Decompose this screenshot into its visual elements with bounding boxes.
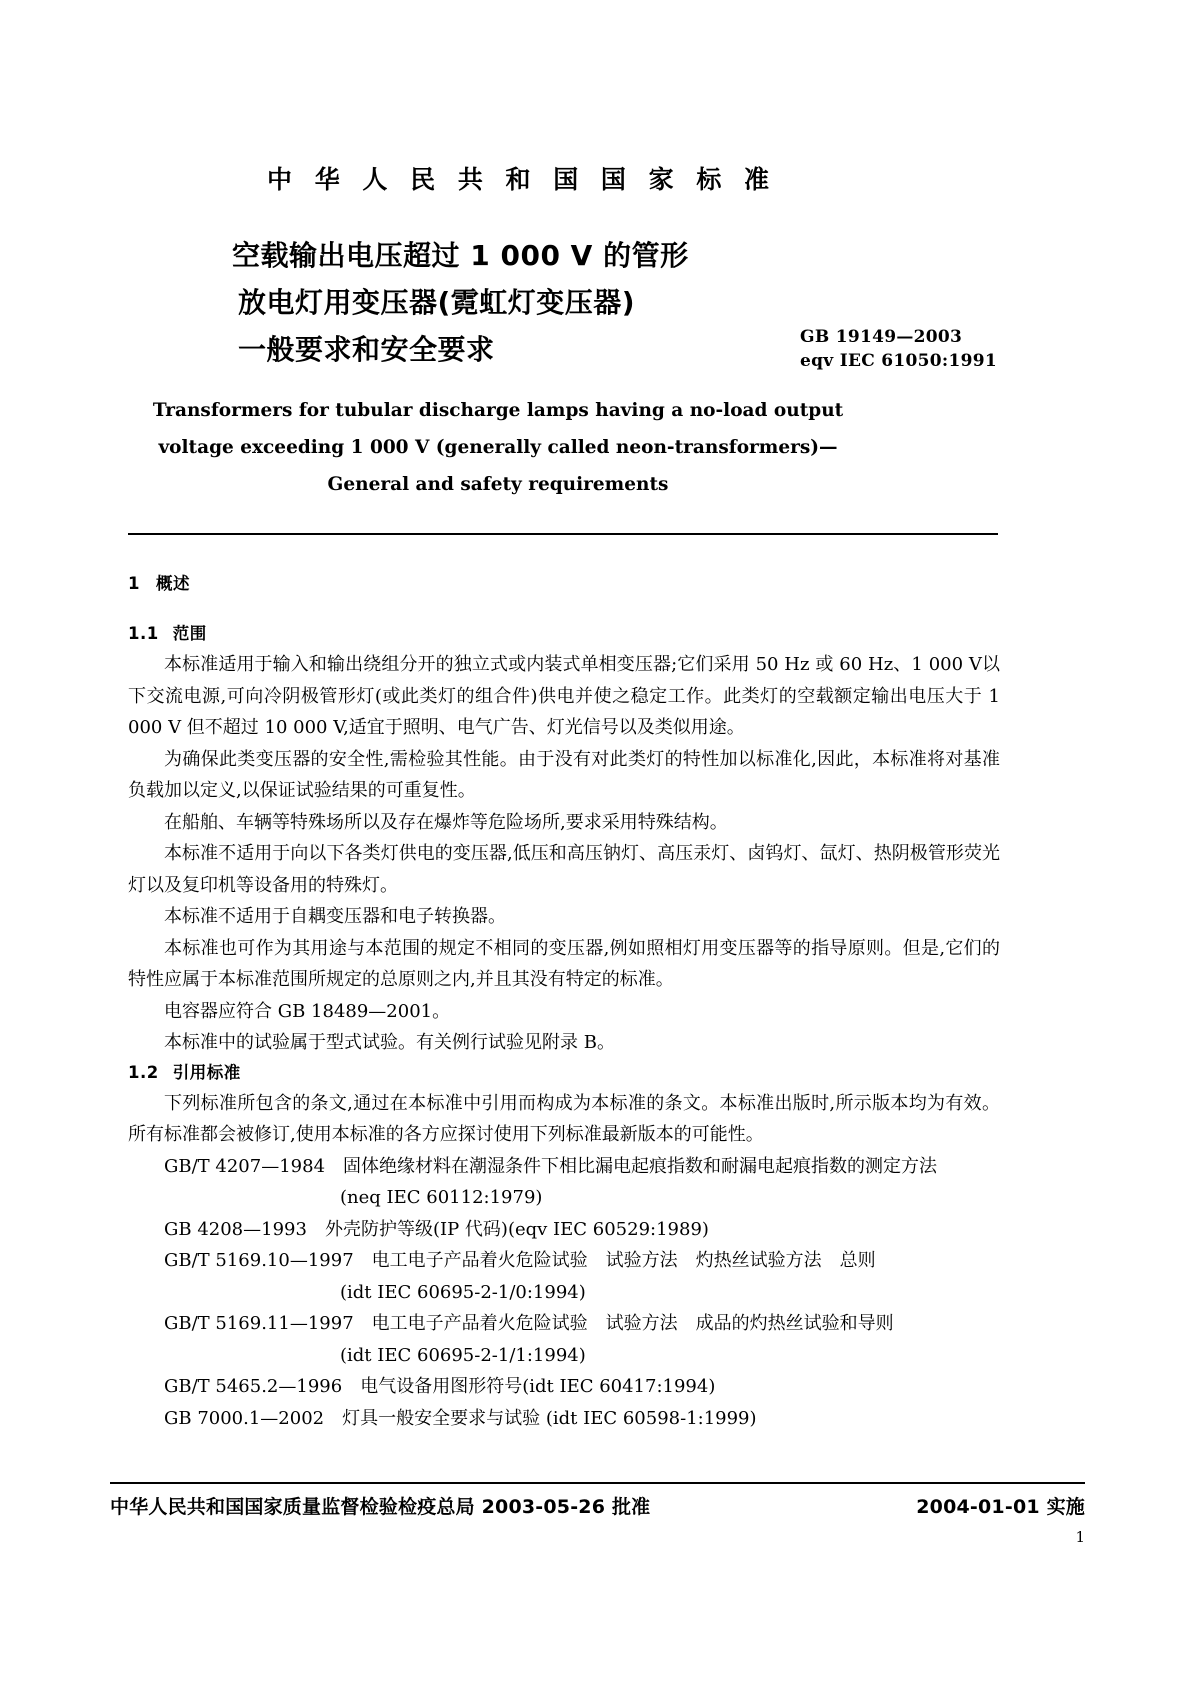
reference-equivalence: (neq IEC 60112:1979)	[340, 1187, 543, 1208]
header-divider	[128, 533, 998, 535]
reference-item	[164, 1371, 1000, 1403]
reference-title: 电工电子产品着火危险试验 试验方法 成品的灼热丝试验和导则	[371, 1313, 894, 1334]
section-1-1-number: 1.1	[128, 624, 159, 643]
reference-title: 固体绝缘材料在潮湿条件下相比漏电起痕指数和耐漏电起痕指数的测定方法	[343, 1155, 938, 1177]
cn-title-line-2: 放电灯用变压器(霓虹灯变压器)	[238, 286, 636, 319]
paragraph-refs-intro: 下列标准所包含的条文,通过在本标准中引用而构成为本标准的条文。本标准出版时,所示版本均为有效。所有标准都会被修订,使用本标准的各方应探讨使用下列标准最新版本的可能性。	[128, 1092, 1000, 1145]
standard-code-block	[800, 325, 1060, 373]
reference-code: GB 4208—1993	[164, 1218, 307, 1240]
en-title-line-2: voltage exceeding 1 000 V (generally called neon-transformers)—	[158, 437, 838, 458]
paragraph-scope-8: 本标准中的试验属于型式试验。有关例行试验见附录 B。	[164, 1032, 615, 1053]
national-standard-label: 中 华 人 民 共 和 国 国 家 标 准	[267, 165, 777, 194]
reference-code: GB/T 5169.11—1997	[164, 1313, 354, 1334]
standard-equivalence: eqv IEC 61050:1991	[800, 351, 997, 371]
en-title-line-1: Transformers for tubular discharge lamps having a no-load output	[152, 400, 844, 421]
reference-item	[164, 1245, 1000, 1277]
reference-equivalence: (idt IEC 60695-2-1/1:1994)	[340, 1344, 586, 1366]
reference-title: 电工电子产品着火危险试验 试验方法 灼热丝试验方法 总则	[371, 1250, 876, 1271]
reference-title: 外壳防护等级(IP 代码)(eqv IEC 60529:1989)	[324, 1218, 709, 1240]
reference-item	[164, 1151, 1000, 1183]
page-number: 1	[1075, 1528, 1085, 1546]
paragraph-scope-1: 本标准适用于输入和输出绕组分开的独立式或内装式单相变压器;它们采用 50 Hz 或 60 Hz、1 000 V以下交流电源,可向冷阴极管形灯(或此类灯的组合件)供电并使之稳定工作。此类灯的空载额定输出电压大于 1 000 V 但不超过 10 000 V,适宜于照明、电气广告、灯光信号以及类似用途。	[128, 654, 1000, 738]
paragraph-scope-4: 本标准不适用于向以下各类灯供电的变压器,低压和高压钠灯、高压汞灯、卤钨灯、氙灯、热阴极管形荧光灯以及复印机等设备用的特殊灯。	[128, 843, 1000, 896]
section-1-title: 概述	[155, 574, 190, 593]
cn-title-line-1: 空载输出电压超过 1 000 V 的管形	[232, 239, 689, 272]
reference-equivalence: (idt IEC 60695-2-1/0:1994)	[340, 1281, 586, 1303]
paragraph-scope-3: 在船舶、车辆等特殊场所以及存在爆炸等危险场所,要求采用特殊结构。	[164, 811, 728, 833]
en-title-line-3: General and safety requirements	[327, 474, 669, 495]
page-footer	[110, 1492, 1085, 1519]
footer-divider	[110, 1482, 1085, 1484]
reference-item	[164, 1214, 1000, 1246]
reference-title: 电气设备用图形符号(idt IEC 60417:1994)	[360, 1376, 716, 1397]
reference-title: 灯具一般安全要求与试验 (idt IEC 60598-1:1999)	[342, 1407, 757, 1429]
section-heading-1-2	[128, 1059, 1000, 1083]
cn-title-line-3: 一般要求和安全要求	[238, 333, 495, 366]
reference-item	[164, 1403, 1000, 1435]
masthead	[128, 160, 1008, 196]
section-1-1-title: 范围	[172, 624, 207, 643]
section-1-number: 1	[128, 574, 140, 593]
section-1-2-number: 1.2	[128, 1062, 159, 1082]
reference-code: GB/T 5169.10—1997	[164, 1250, 354, 1271]
paragraph-scope-6: 本标准也可作为其用途与本范围的规定不相同的变压器,例如照相灯用变压器等的指导原则。但是,它们的特性应属于本标准范围所规定的总原则之内,并且其没有特定的标准。	[128, 937, 1000, 990]
section-1-2-title: 引用标准	[172, 1062, 241, 1082]
paragraph-scope-5: 本标准不适用于自耦变压器和电子转换器。	[164, 906, 506, 927]
paragraph-scope-2: 为确保此类变压器的安全性,需检验其性能。由于没有对此类灯的特性加以标准化,因此，本标准将对基准负载加以定义,以保证试验结果的可重复性。	[128, 748, 1000, 801]
reference-code: GB/T 5465.2—1996	[164, 1376, 343, 1397]
section-heading-1	[128, 570, 1000, 594]
document-body	[128, 570, 1000, 1434]
reference-code: GB/T 4207—1984	[164, 1155, 326, 1177]
normative-references-list	[128, 1151, 1000, 1435]
section-heading-1-1	[128, 620, 1000, 644]
approval-text: 中华人民共和国国家质量监督检验检疫总局 2003-05-26 批准	[110, 1496, 651, 1518]
standard-number: GB 19149—2003	[800, 327, 963, 347]
paragraph-scope-7: 电容器应符合 GB 18489—2001。	[164, 1000, 451, 1022]
reference-code: GB 7000.1—2002	[164, 1407, 325, 1429]
reference-item	[164, 1308, 1000, 1340]
english-title	[128, 392, 868, 503]
implementation-date: 2004-01-01 实施	[916, 1496, 1085, 1518]
